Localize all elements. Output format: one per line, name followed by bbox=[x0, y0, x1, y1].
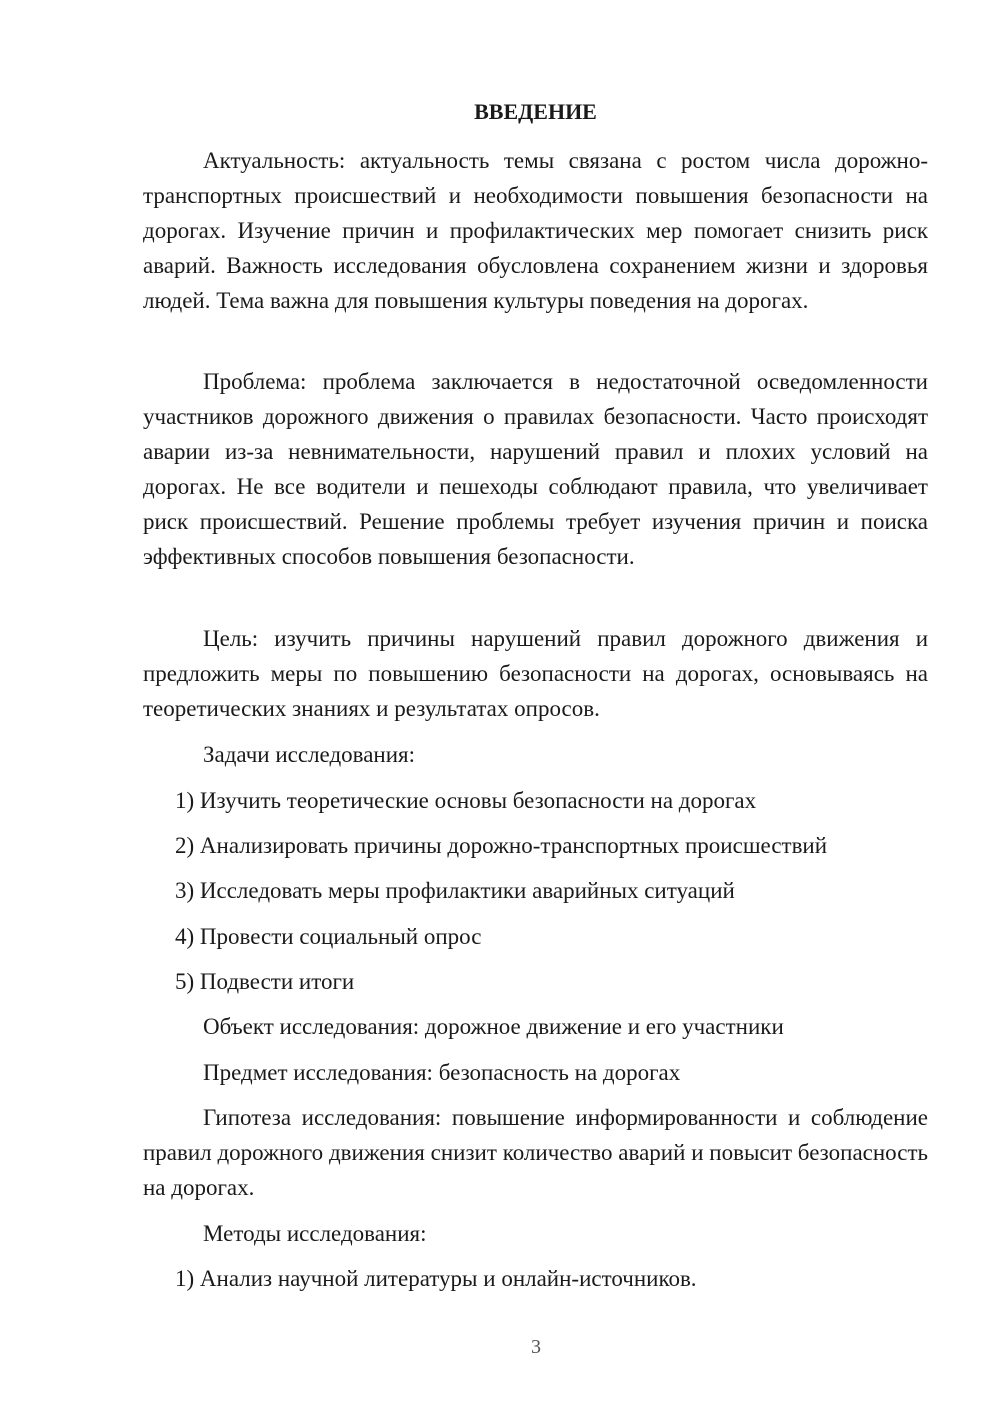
subject-paragraph: Предмет исследования: безопасность на дорогах bbox=[203, 1060, 681, 1085]
hypothesis-paragraph: Гипотеза исследования: повышение информированности и соблюдение правил дорожного движения снизит количество аварий и повысит безопасность на дорогах. bbox=[143, 1105, 928, 1200]
page-number: 3 bbox=[531, 1336, 541, 1358]
list-item: 3) Исследовать меры профилактики аварийных ситуаций bbox=[175, 878, 735, 903]
list-item: 2) Анализировать причины дорожно-транспортных происшествий bbox=[175, 833, 828, 858]
list-item: 5) Подвести итоги bbox=[175, 969, 355, 994]
page-title: ВВЕДЕНИЕ bbox=[474, 99, 597, 124]
problem-paragraph: Проблема: проблема заключается в недостаточной осведомленности участников дорожного движения о правилах безопасности. Часто происходят аварии из-за невнимательности, нарушений правил и плохих условий на дорогах. Не все водители и пешеходы соблюдают правила, что увеличивает риск происшествий. Решение проблемы требует изучения причин и поиска эффективных способов повышения безопасности. bbox=[143, 369, 928, 569]
object-paragraph: Объект исследования: дорожное движение и его участники bbox=[203, 1014, 784, 1039]
list-item: 1) Анализ научной литературы и онлайн-источников. bbox=[175, 1266, 697, 1291]
list-item: 1) Изучить теоретические основы безопасности на дорогах bbox=[175, 788, 757, 813]
list-item: 4) Провести социальный опрос bbox=[175, 924, 482, 949]
tasks-title: Задачи исследования: bbox=[203, 742, 416, 767]
relevance-paragraph: Актуальность: актуальность темы связана с ростом числа дорожно-транспортных происшествий и необходимости повышения безопасности на дорогах. Изучение причин и профилактических мер помогает снизить риск аварий. Важность исследования обусловлена сохранением жизни и здоровья людей. Тема важна для повышения культуры поведения на дорогах. bbox=[143, 148, 928, 313]
methods-title: Методы исследования: bbox=[203, 1221, 427, 1246]
goal-paragraph: Цель: изучить причины нарушений правил дорожного движения и предложить меры по повышению безопасности на дорогах, основываясь на теоретических знаниях и результатах опросов. bbox=[143, 626, 928, 721]
